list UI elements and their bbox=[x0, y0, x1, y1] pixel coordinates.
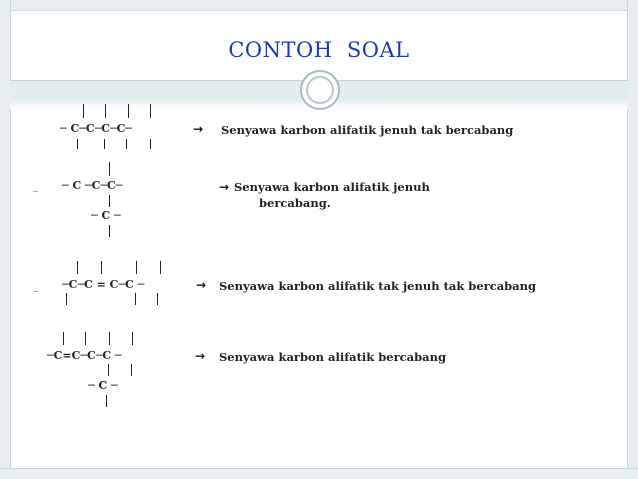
ring-ornament-inner bbox=[306, 76, 334, 104]
frame-top bbox=[0, 0, 638, 11]
slide-title: CONTOH SOAL bbox=[228, 38, 410, 62]
frame-bottom bbox=[0, 468, 638, 479]
bond-line bbox=[63, 332, 64, 345]
bond-line bbox=[109, 225, 110, 237]
bond-line bbox=[66, 293, 67, 305]
arrow-right-icon: → bbox=[196, 278, 207, 292]
bond-line bbox=[132, 332, 133, 345]
example-description: Senyawa karbon alifatik bercabang bbox=[219, 350, 447, 364]
bond-line bbox=[105, 104, 106, 118]
arrow-right-icon: → bbox=[193, 122, 204, 136]
example-description: Senyawa karbon alifatik jenuh tak bercabang bbox=[221, 123, 514, 137]
bond-line bbox=[126, 139, 127, 149]
bond-line bbox=[85, 332, 86, 345]
bond-line bbox=[136, 261, 137, 274]
bond-line bbox=[108, 364, 109, 376]
bond-line bbox=[160, 261, 161, 274]
bond-line bbox=[106, 395, 107, 407]
branch-formula: ─ C ─ bbox=[91, 209, 121, 222]
bond-line bbox=[128, 104, 129, 118]
bond-line bbox=[135, 293, 136, 305]
structural-formula: ─C=C─C─C ─ bbox=[47, 349, 122, 362]
structural-formula: ─ C─C─C─C─ bbox=[60, 122, 132, 135]
structural-formula: ─ C ─C─C─ bbox=[62, 179, 123, 192]
arrow-right-icon: → bbox=[195, 349, 206, 363]
frame-right bbox=[627, 0, 638, 479]
bond-line bbox=[109, 195, 110, 207]
bullet-mark bbox=[33, 291, 38, 292]
example-description-cont: bercabang. bbox=[259, 196, 331, 210]
bond-line bbox=[101, 261, 102, 274]
bond-line bbox=[77, 139, 78, 149]
arrow-right-icon: → bbox=[219, 180, 230, 194]
bond-line bbox=[150, 104, 151, 118]
example-description: Senyawa karbon alifatik tak jenuh tak bercabang bbox=[219, 279, 537, 293]
example-description: Senyawa karbon alifatik jenuh bbox=[234, 180, 430, 194]
bond-line bbox=[131, 364, 132, 376]
bond-line bbox=[83, 104, 84, 118]
bullet-mark bbox=[33, 191, 38, 192]
frame-left bbox=[0, 0, 11, 479]
bond-line bbox=[77, 261, 78, 274]
bond-line bbox=[104, 139, 105, 149]
bond-line bbox=[150, 139, 151, 149]
structural-formula: ─C─C = C─C ─ bbox=[62, 278, 145, 291]
bond-line bbox=[109, 162, 110, 176]
bond-line bbox=[157, 293, 158, 305]
bond-line bbox=[109, 332, 110, 345]
branch-formula: ─ C ─ bbox=[88, 379, 118, 392]
